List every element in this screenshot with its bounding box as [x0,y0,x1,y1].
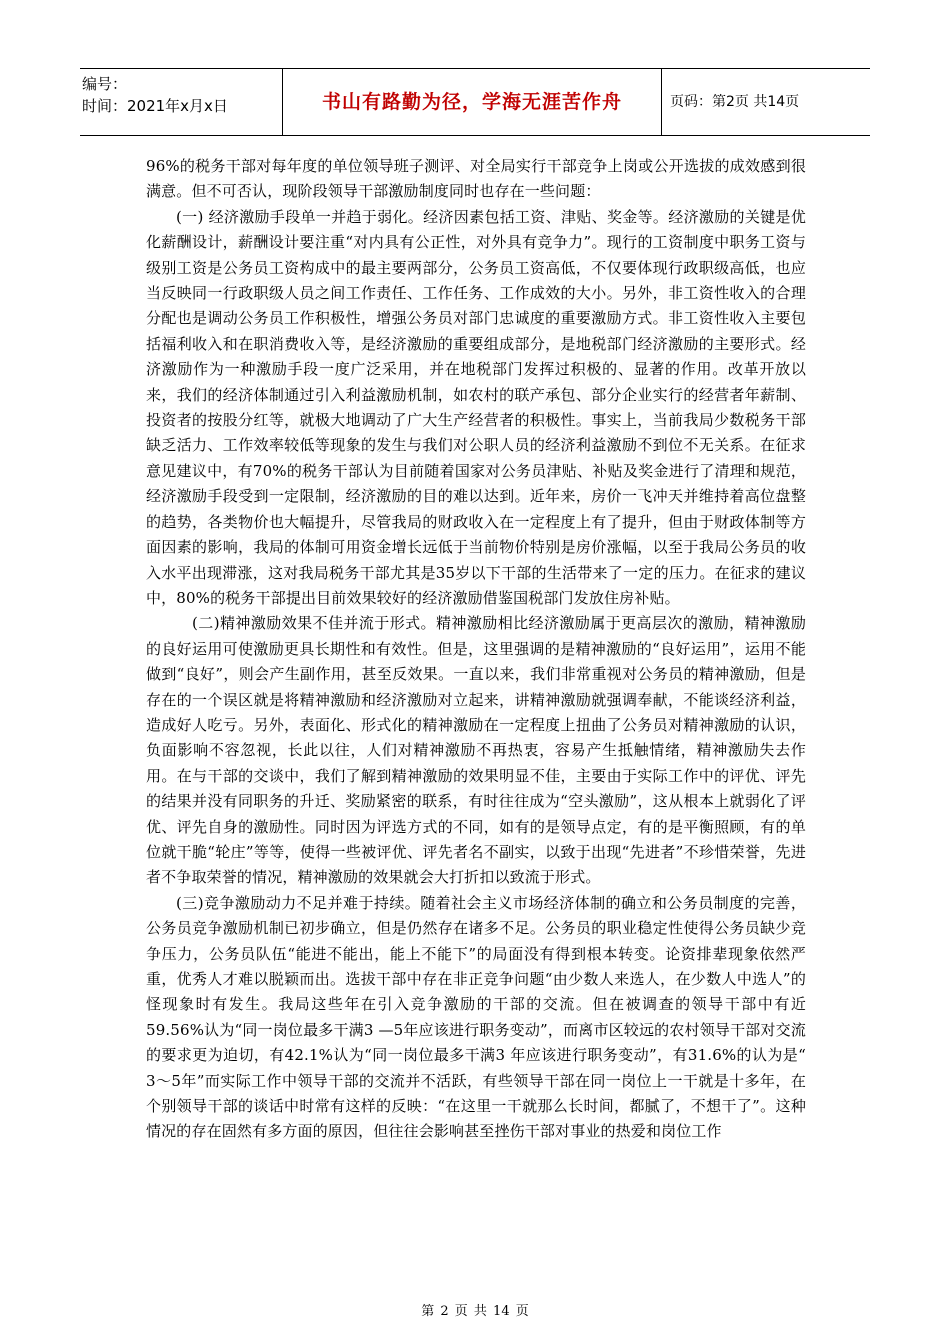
paragraph-spiritual-incentive: (二)精神激励效果不佳并流于形式。精神激励相比经济激励属于更高层次的激励，精神激励的良好运用可使激励更具长期性和有效性。但是，这里强调的是精神激励的“良好运用”，运用不能做到“良好”，则会产生副作用，甚至反效果。一直以来，我们非常重视对公务员的精神激励，但是存在的一个误区就是将精神激励和经济激励对立起来，讲精神激励就强调奉献，不能谈经济利益，造成好人吃亏。另外，表面化、形式化的精神激励在一定程度上扭曲了公务员对精神激励的认识，负面影响不容忽视，长此以往，人们对精神激励不再热衷，容易产生抵触情绪，精神激励失去作用。在与干部的交谈中，我们了解到精神激励的效果明显不佳，主要由于实际工作中的评优、评先的结果并没有同职务的升迁、奖励紧密的联系，有时往往成为“空头激励”，这从根本上就弱化了评优、评先自身的激励性。同时因为评选方式的不同，如有的是领导点定，有的是平衡照顾，有的单位就干脆“轮庄”等等，使得一些被评优、评先者名不副实，以致于出现“先进者”不珍惜荣誉，先进者不争取荣誉的情况，精神激励的效果就会大打折扣以致流于形式。 [146,614,806,887]
paragraph-intro: 96%的税务干部对每年度的单位领导班子测评、对全局实行干部竞争上岗或公开选拔的成效感到很满意。但不可否认，现阶段领导干部激励制度同时也存在一些问题： [146,157,806,201]
paragraph-economic-incentive: (一) 经济激励手段单一并趋于弱化。经济因素包括工资、津贴、奖金等。经济激励的关键是优化薪酬设计，薪酬设计要注重“对内具有公正性，对外具有竞争力”。现行的工资制度中职务工资与级别工资是公务员工资构成中的最主要两部分，公务员工资高低，不仅要体现行政职级高低，也应当反映同一行政职级人员之间工作责任、工作任务、工作成效的大小。另外，非工资性收入的合理分配也是调动公务员工作积极性，增强公务员对部门忠诚度的重要激励方式。非工资性收入主要包括福利收入和在职消费收入等，是经济激励的重要组成部分，是地税部门经济激励的主要形式。经济激励作为一种激励手段一度广泛采用，并在地税部门发挥过积极的、显著的作用。改革开放以来，我们的经济体制通过引入利益激励机制，如农村的联产承包、部分企业实行的经营者年薪制、投资者的按股分红等，就极大地调动了广大生产经营者的积极性。事实上，当前我局少数税务干部缺乏活力、工作效率较低等现象的发生与我们对公职人员的经济利益激励不到位不无关系。在征求意见建议中，有70%的税务干部认为目前随着国家对公务员津贴、补贴及奖金进行了清理和规范，经济激励手段受到一定限制，经济激励的目的难以达到。近年来，房价一飞冲天并维持着高位盘整的趋势，各类物价也大幅提升，尽管我局的财政收入在一定程度上有了提升，但由于财政体制等方面因素的影响，我局的体制可用资金增长远低于当前物价特别是房价涨幅，以至于我局公务员的收入水平出现滞涨，这对我局税务干部尤其是35岁以下干部的生活带来了一定的压力。在征求的建议中，80%的税务干部提出目前效果较好的经济激励借鉴国税部门发放住房补贴。 [146,207,806,607]
paragraph-competition-incentive: (三)竞争激励动力不足并难于持续。随着社会主义市场经济体制的确立和公务员制度的完善，公务员竞争激励机制已初步确立，但是仍然存在诸多不足。公务员的职业稳定性使得公务员缺少竞争压力，公务员队伍“能进不能出，能上不能下”的局面没有得到根本转变。论资排辈现象依然严重，优秀人才难以脱颖而出。选拔干部中存在非正竞争问题“由少数人来选人，在少数人中选人”的怪现象时有发生。我局这些年在引入竞争激励的干部的交流。但在被调查的领导干部中有近59.56%认为“同一岗位最多干满3 —5年应该进行职务变动”，而离市区较远的农村领导干部对交流的要求更为迫切，有42.1%认为“同一岗位最多干满3 年应该进行职务变动”，有31.6%的认为是“ 3～5年”而实际工作中领导干部的交流并不活跃，有些领导干部在同一岗位上一干就是十多年，在个别领导干部的谈话中时常有这样的反映：“在这里一干就那么长时间，都腻了，不想干了”。这种情况的存在固然有多方面的原因，但往往会影响甚至挫伤干部对事业的热爱和岗位工作 [146,893,806,1141]
document-body [146,154,806,1145]
page-header [80,68,870,136]
header-page-number: 页码：第2页 共14页 [670,94,800,110]
number-label: 编号： [82,75,128,93]
header-motto: 书山有路勤为径，学海无涯苦作舟 [321,91,622,113]
date-label: 时间：2021年x月x日 [82,97,228,115]
header-divider-right [661,69,662,135]
page-footer: 第 2 页 共 14 页 [421,1304,529,1319]
header-info [80,69,280,135]
